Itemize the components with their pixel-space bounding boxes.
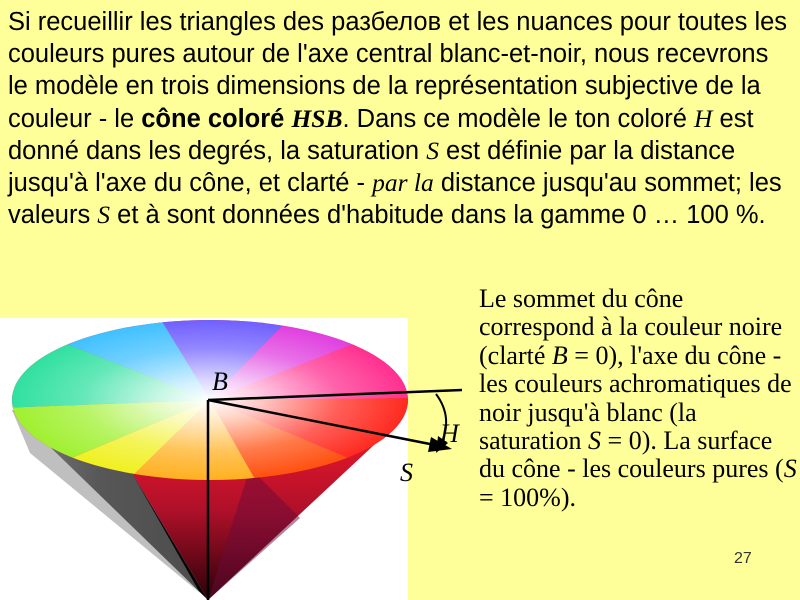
page-number: 27	[734, 550, 752, 567]
hsb-term: HSB	[291, 103, 343, 133]
text-run: et à sont données d'habitude dans la gamme 0 … 100 %.	[110, 201, 766, 230]
hsb-cone-figure	[0, 318, 470, 600]
symbol-s: S	[426, 135, 439, 165]
italic-phrase: par la	[372, 168, 434, 198]
symbol-b: B	[551, 340, 568, 370]
label-s: S	[400, 458, 413, 487]
side-paragraph	[479, 285, 797, 512]
label-h: H	[440, 419, 459, 448]
symbol-s: S	[588, 426, 602, 456]
text-run: Si recueillir les triangles des разбелов et les nuances pour toutes les couleurs pures autour de l'axe central blanc-et-noir, nous recevrons le modèle en trois dimensions de la représentation subjective de la couleur - le	[8, 8, 788, 133]
main-paragraph	[8, 6, 794, 231]
symbol-h: H	[694, 103, 713, 133]
text-run: Le sommet du cône correspond à la couleur noire (clarté	[479, 284, 783, 370]
symbol-s: S	[783, 454, 797, 484]
bold-term: cône coloré	[141, 104, 285, 133]
symbol-s: S	[97, 200, 111, 230]
text-run: = 0). La surface du cône - les couleurs pures (	[479, 426, 784, 484]
text-run: . Dans ce modèle le ton coloré	[342, 104, 695, 133]
text-run: est donné dans les degrés, la saturation	[8, 104, 754, 165]
text-run: distance jusqu'au sommet; les valeurs	[8, 169, 782, 230]
text-run: = 0), l'axe du cône - les couleurs achromatiques de noir jusqu'à blanc (la saturation	[479, 340, 792, 456]
text-run: = 100%).	[479, 482, 576, 512]
text-run: est définie par la distance jusqu'à l'axe du cône, et clarté -	[8, 136, 736, 198]
label-b: B	[212, 367, 228, 396]
